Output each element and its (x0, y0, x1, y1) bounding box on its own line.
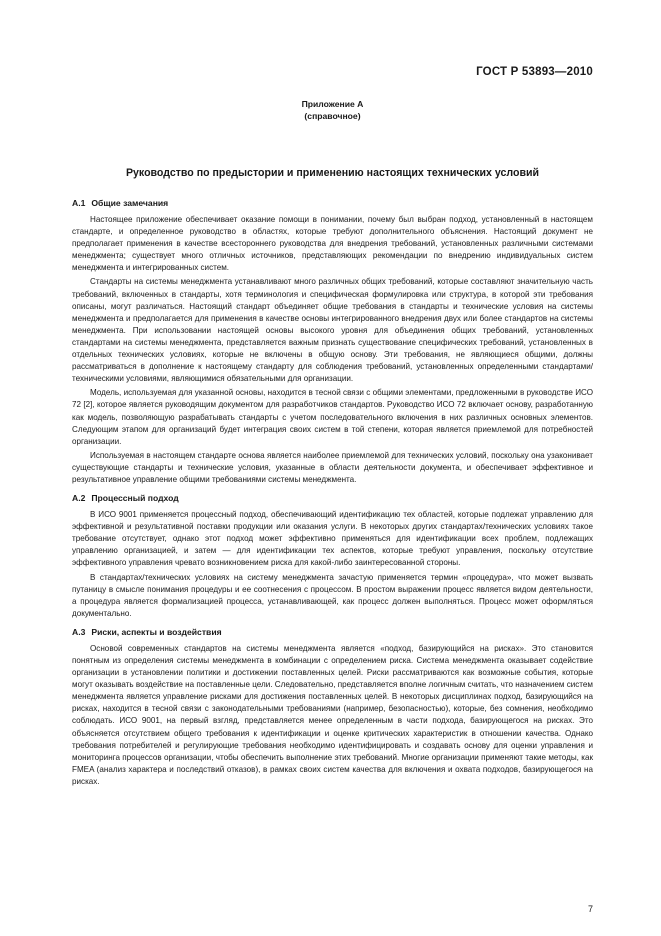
appendix-type: (справочное) (304, 111, 361, 121)
paragraph: Настоящее приложение обеспечивает оказание помощи в понимании, почему был выбран подход, установленный в настоящем стандарте, и определенное руководство в областях, которые требуют дополнительного объяснения. Настоящий документ не предполагает применения в качестве всестороннего руководства для внедрения требований, установленных различными системами менеджмента; существует много отличных источников, представляющих рекомендации по внедрению индивидуальных систем менеджмента и интегрированных систем. (72, 215, 593, 273)
section-process-approach (72, 492, 593, 620)
section-heading (72, 626, 593, 638)
paragraph: Используемая в настоящем стандарте основа является наиболее приемлемой для технических условий, поскольку она узаконивает существующие стандарты и технические условия, указанные в области деятельности документа, и обеспечивает эффективное и результативное управление общими требованиями системы менеджмента. (72, 450, 593, 484)
paragraph: В стандартах/технических условиях на систему менеджмента зачастую применяется термин «процедура», что может вызвать путаницу в смысле понимания процедуры и ее соотнесения с процессом. В простом выражении процесс является видом деятельности, а процедура является формализацией процесса, устанавливающей, как процесс должен выполняться. Процесс может оформляться документально. (72, 572, 593, 618)
paragraph: Модель, используемая для указанной основы, находится в тесной связи с общими элементами, предложенными в руководстве ИСО 72 [2], которое является руководящим документом для разработчиков стандартов. Руководство ИСО 72 включает основу, разработанную как модель, позволяющую разрабатывать стандарты с учетом последовательного включения в них различных основных элементов. Следующим этапом для организаций будет интеграция своих систем в той степени, которая является приемлемой для потребностей организации. (72, 388, 593, 446)
section-general (72, 197, 593, 486)
page-number: 7 (587, 904, 593, 914)
appendix-label: Приложение А (301, 99, 364, 109)
paragraph: В ИСО 9001 применяется процессный подход, обеспечивающий идентификацию тех областей, которые подлежат управлению для эффективной и результативной поставки продукции или оказания услуги. В некоторых других стандартах/технических условиях такое требование отсутствует, однако этот подход может эффективно применяться для идентификации всех проблем, подлежащих управлению организацией, и затем — для идентификации тех аспектов, которые требуют управления, поскольку отсутствие эффективного управления чревато возникновением риска для какой-либо заинтересованной стороны. (72, 510, 593, 568)
section-heading (72, 492, 593, 504)
paragraph: Основой современных стандартов на системы менеджмента является «подход, базирующийся на рисках». Это становится понятным из определения системы менеджмента в комбинации с определением риска. Система менеджмента оказывает содействие организации в установлении политики и достижении поставленных целей. Риски рассматриваются как возможные события, которые могут оказывать воздействие на поставленные цели. Следовательно, представляется вполне логичным считать, что назначением систем менеджмента является управление рисками для достижения поставленных целей. В некоторых дисциплинах подход, базирующийся на рисках, находится в тесной связи с законодательными требованиями (например, безопасностью), которые, без сомнения, необходимо соблюдать. ИСО 9001, на первый взгляд, представляется менее определенным в части подхода, базирующегося на рисках. Это объясняется отсутствием общего требования к идентификации и оценке критических характеристик в отношении качества. Однако требования потребителей и регулирующие требования необходимо идентифицировать и создавать основу для оценки управления и мониторинга процессов организации, чтобы обеспечить выполнение этих требований. Многие организации применяют такие методы, как FMEA (анализ характера и последствий отказов), в рамках своих систем качества для включения и охвата подходов, базирующегося на рисках. (72, 643, 593, 786)
section-heading (72, 197, 593, 209)
section-title: Общие замечания (91, 198, 169, 208)
section-title: Риски, аспекты и воздействия (91, 626, 222, 637)
section-number: А.1 (72, 198, 86, 208)
section-title: Процессный подход (91, 493, 179, 504)
section-risks (72, 626, 593, 788)
section-number: А.2 (72, 493, 86, 504)
document-title: Руководство по предыстории и применению настоящих технических условий (125, 167, 540, 179)
appendix-heading (72, 98, 593, 122)
paragraph: Стандарты на системы менеджмента устанавливают много различных общих требований, которые составляют значительную часть требований, включенных в стандарты, хотя терминология и специфическая формулировка или структура, в которой эти требования описаны, могут различаться. Настоящий стандарт объединяет общие требования в стандарты и технические условия на системы менеджмента и предполагается для применения в качестве основы интегрированного внедрения двух или более стандартов на системы менеджмента. При использовании настоящей основы высокого уровня для объединения общих требований, установленных стандартами на системы менеджмента, представляется важным признать существование специфических требований, установленных в отдельных технических условиях, которые не включены в общую основу. Эти требования, не являющиеся общими, должны рассматриваться в дополнение к настоящему стандарту для соблюдения требований, установленных определенными стандартами/техническими условиями, являющимися обязательными для организации. (72, 277, 593, 384)
section-number: А.3 (72, 626, 86, 637)
standard-code: ГОСТ Р 53893—2010 (476, 66, 593, 78)
